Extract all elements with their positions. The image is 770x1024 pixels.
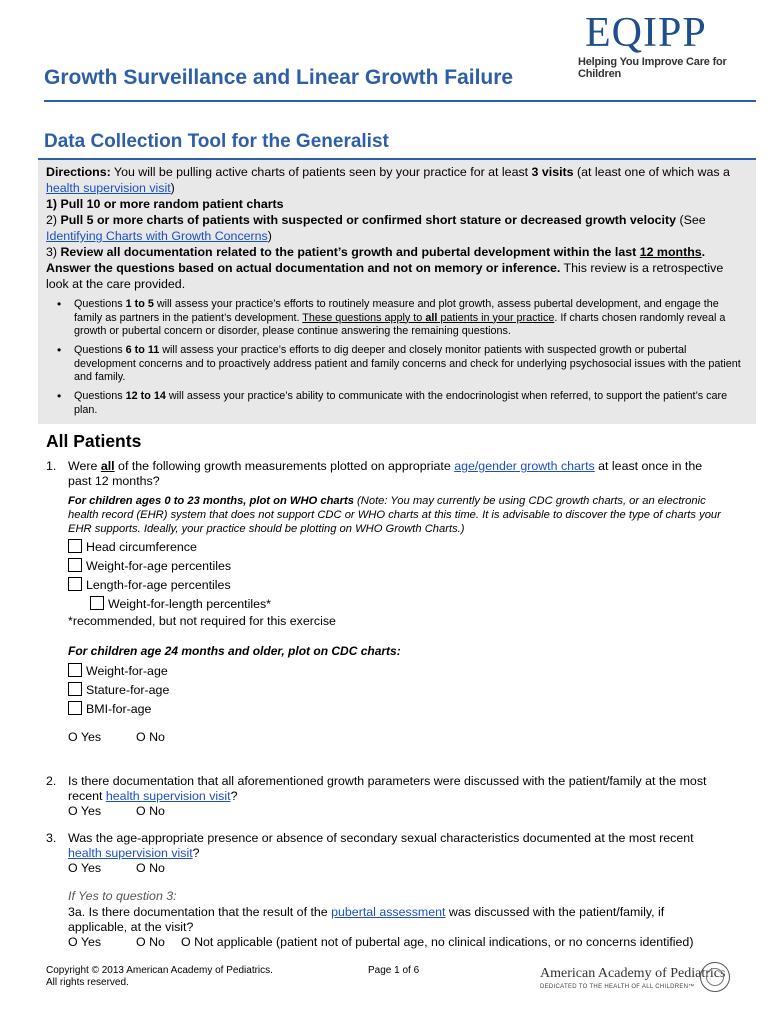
b1-range: 1 to 5 <box>125 298 154 310</box>
b1-u1: These questions apply to <box>302 311 426 324</box>
question-3a <box>68 905 718 935</box>
who-item-label: Weight-for-length percentiles* <box>108 597 271 611</box>
b3-text-2: will assess your practice’s ability to communicate with the endocrinologist when referred, to support the patient’s care plan. <box>74 390 728 416</box>
step-3-months: 12 months <box>639 245 702 259</box>
who-checkbox-4[interactable] <box>90 596 271 612</box>
step-2-tail: (See <box>676 213 706 227</box>
step-3-end: . <box>701 245 706 259</box>
copyright-text: Copyright © 2013 American Academy of Pediatrics. <box>46 965 273 976</box>
directions-intro <box>46 164 748 196</box>
directions-box <box>38 158 756 424</box>
q2-text: Is there documentation that all aforementioned growth parameters were discussed with the patient/family at the most recent <box>68 774 707 803</box>
recommended-note: *recommended, but not required for this exercise <box>68 614 336 628</box>
b2-range: 6 to 11 <box>125 344 160 356</box>
question-3 <box>46 831 728 861</box>
q1-text: Were <box>68 459 101 473</box>
bullet-questions-12-14 <box>57 389 742 417</box>
checkbox[interactable] <box>68 663 82 677</box>
b1-underline <box>302 312 554 324</box>
b3-text: Questions <box>74 390 126 402</box>
q3-no-option[interactable]: O No <box>136 861 165 875</box>
aap-logo-text: American Academy of Pediatrics <box>540 966 726 981</box>
q3a-no-option[interactable]: O No <box>136 935 165 949</box>
bullet-questions-1-5 <box>57 297 742 339</box>
who-checkbox-1[interactable] <box>68 539 197 555</box>
bullet-dot: • <box>57 389 62 403</box>
growth-charts-link[interactable]: age/gender growth charts <box>454 459 595 473</box>
pubertal-assessment-link[interactable]: pubertal assessment <box>331 905 446 919</box>
q3a-not-applicable-option[interactable]: O Not applicable (patient not of pubertal age, no clinical indications, or no concerns identified) <box>181 935 694 949</box>
b1-text: Questions <box>74 298 126 310</box>
answer-bold: Answer the questions based on actual documentation and not on memory or inference. <box>46 261 561 275</box>
q1-yes-option[interactable]: O Yes <box>68 730 102 744</box>
cdc-item-label: Stature-for-age <box>86 683 170 697</box>
q2-yes-option[interactable]: O Yes <box>68 804 102 818</box>
answer-tail: This review is a retrospective look at the care provided. <box>46 261 724 291</box>
q1-text-2: of the following growth measurements plotted on appropriate <box>114 459 455 473</box>
page-title: Growth Surveillance and Linear Growth Failure <box>44 66 514 89</box>
eqipp-tagline: Helping You Improve Care for Children <box>578 56 727 80</box>
step-2-text: Pull 5 or more charts of patients with suspected or confirmed short stature or decreased growth velocity <box>60 213 677 227</box>
b1-text-2: will assess your practice’s efforts to routinely measure and plot growth, assess pubertal development, and engage the family as partners in the patient’s development. <box>74 298 719 324</box>
cdc-checkbox-2[interactable] <box>68 682 169 698</box>
who-checkbox-3[interactable] <box>68 577 231 593</box>
bullet-dot: • <box>57 297 62 311</box>
q3a-yes-option[interactable]: O Yes <box>68 935 102 949</box>
q2-no-option[interactable]: O No <box>136 804 165 818</box>
checkbox[interactable] <box>68 701 82 715</box>
step-2-num: 2) <box>46 213 61 227</box>
who-checkbox-2[interactable] <box>68 558 231 574</box>
aap-seal-icon <box>700 962 730 992</box>
answer-instruction <box>46 260 748 292</box>
cdc-checkbox-3[interactable] <box>68 701 151 717</box>
if-yes-label: If Yes to question 3: <box>68 889 177 903</box>
step-3-text: Review all documentation related to the patient’s growth and pubertal development within the last <box>60 245 640 259</box>
b1-u3: patients in your practice <box>437 311 555 324</box>
who-heading: For children ages 0 to 23 months, plot on WHO charts <box>68 495 354 507</box>
step-3-num: 3) <box>46 245 61 259</box>
q3-yes-option[interactable]: O Yes <box>68 861 102 875</box>
footer-copyright <box>46 965 273 989</box>
q2-end: ? <box>230 789 238 803</box>
q1-number: 1. <box>46 459 57 473</box>
checkbox[interactable] <box>68 558 82 572</box>
who-item-label: Head circumference <box>86 540 197 554</box>
directions-visits: 3 visits <box>531 165 574 179</box>
q3-number: 3. <box>46 831 57 845</box>
step-1 <box>46 196 748 212</box>
cdc-item-label: Weight-for-age <box>86 664 168 678</box>
bullet-dot: • <box>57 343 62 357</box>
checkbox[interactable] <box>68 577 82 591</box>
who-item-label: Weight-for-age percentiles <box>86 559 232 573</box>
q2-number: 2. <box>46 774 57 788</box>
q1-who-instructions <box>68 494 728 536</box>
question-2 <box>46 774 728 804</box>
health-supervision-visit-link[interactable]: health supervision visit <box>105 789 231 803</box>
q1-no-option[interactable]: O No <box>136 730 165 744</box>
b3-range: 12 to 14 <box>125 390 166 402</box>
directions-label: Directions: <box>46 165 111 179</box>
aap-tagline: DEDICATED TO THE HEALTH OF ALL CHILDREN™ <box>540 984 695 990</box>
checkbox[interactable] <box>90 596 104 610</box>
page-number: Page 1 of 6 <box>368 965 420 976</box>
page-subtitle: Data Collection Tool for the Generalist <box>44 131 389 152</box>
b1-u2: all <box>425 311 438 324</box>
cdc-checkbox-1[interactable] <box>68 663 168 679</box>
checkbox[interactable] <box>68 682 82 696</box>
title-divider <box>44 100 756 102</box>
identifying-charts-link[interactable]: Identifying Charts with Growth Concerns <box>46 229 268 243</box>
cdc-item-label: BMI-for-age <box>86 702 152 716</box>
eqipp-logo: EQIPP <box>585 10 707 56</box>
q3-text: Was the age-appropriate presence or absence of secondary sexual characteristics documented at the most recent <box>68 831 694 845</box>
directions-close: ) <box>170 181 175 195</box>
cdc-heading-text: For children age 24 months and older, plot on CDC charts: <box>68 644 401 658</box>
q3a-text-2: was discussed with the patient/family, if applicable, at the visit? <box>68 905 665 934</box>
cdc-heading <box>68 644 401 658</box>
step-2-close: ) <box>267 229 272 243</box>
directions-text: You will be pulling active charts of patients seen by your practice for at least <box>110 165 532 179</box>
who-note: (Note: You may currently be using CDC growth charts, or an electronic health record (EHR) system that does not support CDC or WHO charts at this time. It is advisable to discover the type of charts your EHR supports. Ideally, your practice should be plotting on WHO Growth Charts.) <box>68 495 721 535</box>
section-heading-all-patients: All Patients <box>46 431 142 451</box>
who-item-label: Length-for-age percentiles <box>86 578 231 592</box>
checkbox[interactable] <box>68 539 82 553</box>
health-supervision-visit-link[interactable]: health supervision visit <box>46 181 171 195</box>
q3-end: ? <box>192 846 200 860</box>
question-1 <box>46 459 718 489</box>
rights-text: All rights reserved. <box>46 977 129 988</box>
q3a-text: 3a. Is there documentation that the result of the <box>68 905 332 919</box>
q1-all: all <box>100 459 115 473</box>
directions-text-2: (at least one of which was a <box>573 165 730 179</box>
b1-text-3: . If charts chosen randomly reveal a growth or pubertal concern or disorder, please continue answering the remaining questions. <box>74 311 726 337</box>
b2-text-2: will assess your practice’s efforts to dig deeper and closely monitor patients with suspected growth or pubertal development concerns and to proactively address patient and family concerns and check for underlying psychosocial issues with the patient and family. <box>74 344 741 383</box>
step-2 <box>46 212 748 244</box>
b2-text: Questions <box>74 344 126 356</box>
health-supervision-visit-link[interactable]: health supervision visit <box>68 846 193 860</box>
q1-text-3: at least once in the past 12 months? <box>68 459 703 488</box>
step-3 <box>46 244 748 260</box>
step-1-text: 1) Pull 10 or more random patient charts <box>46 197 284 211</box>
bullet-questions-6-11 <box>57 343 742 385</box>
